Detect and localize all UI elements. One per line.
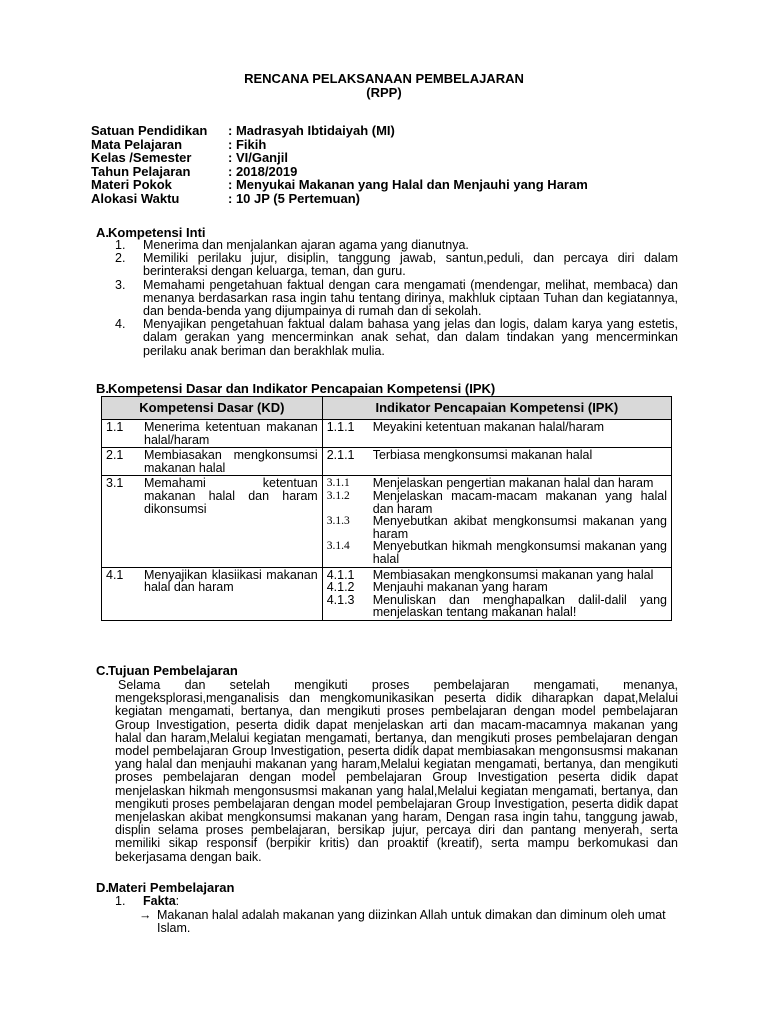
arrow-right-icon: → [139,908,152,922]
ipk-number: 4.1.3 [326,592,355,607]
section-c-heading [96,664,238,677]
meta-value: : VI/Ganjil [228,150,288,165]
kd-cell [102,567,323,620]
list-item [115,252,678,278]
ipk-text: Meyakini ketentuan makanan halal/haram [372,420,605,434]
kompetensi-inti-list [115,239,678,358]
section-title: Kompetensi Inti [108,225,206,240]
section-title: Kompetensi Dasar dan Indikator Pencapaian Kompetensi (IPK) [108,381,496,396]
ipk-text: Membiasakan mengkonsumsi makanan yang halal [372,567,654,582]
ipk-text: Menuliskan dan menghapalkan dalil-dalil yang menjelaskan tentang makanan halal! [372,592,667,620]
meta-label: Mata Pelajaran [91,136,183,152]
ipk-item [327,449,667,462]
section-letter: D. [96,880,109,895]
fact-item [139,909,678,935]
document-subtitle: (RPP) [366,85,402,100]
sub-colon: : [175,894,180,908]
sub-number: 1. [115,894,126,908]
table-header-row [102,397,672,420]
ipk-item [327,421,667,434]
kd-cell [102,476,323,567]
kd-text: Membiasakan mengkonsumsi makanan halal [144,448,318,475]
meta-label: Tahun Pelajaran [91,163,191,179]
ipk-number: 4.1.2 [326,580,355,595]
meta-value: : 10 JP (5 Pertemuan) [228,190,360,206]
kd-number: 3.1 [106,476,124,491]
ipk-item [327,540,667,565]
section-letter: A. [96,225,109,240]
list-text: Memiliki perilaku jujur, disiplin, tanggung jawab, santun,peduli, dan percaya diri dalam berinteraksi dengan keluarga, teman, dan guru. [143,251,678,279]
section-letter: B. [96,381,109,396]
section-b-heading [96,382,495,395]
kd-cell [102,448,323,476]
ipk-text: Menyebutkan hikmah mengkonsumsi makanan yang halal [372,539,667,566]
section-d-heading [96,881,234,894]
ipk-cell [322,567,671,620]
sub-label: Fakta [143,894,176,908]
ipk-text: Terbiasa mengkonsumsi makanan halal [372,448,593,463]
section-letter: C. [96,663,109,678]
table-row [102,420,672,448]
ipk-item [327,490,667,515]
list-item [115,279,678,319]
meta-label: Satuan Pendidikan [91,123,208,138]
ipk-number: 1.1.1 [326,420,355,434]
meta-value: : Madrasyah Ibtidaiyah (MI) [228,123,395,138]
section-title: Tujuan Pembelajaran [108,663,238,678]
column-header-ipk: Indikator Pencapaian Kompetensi (IPK) [322,397,671,420]
kd-text: Menyajikan klasiikasi makanan halal dan haram [144,567,318,595]
kd-text: Memahami ketentuan makanan halal dan haram dikonsumsi [144,476,318,516]
meta-label: Materi Pokok [91,177,172,192]
list-number: 4. [115,317,126,332]
tujuan-paragraph: Selama dan setelah mengikuti proses pembelajaran mengamati, menanya, mengeksplorasi,menganalisis dan mengkomunikasikan peserta didik diharapkan dapat,Melalui kegiatan mengamati, bertanya, dan mengikuti proses pembelajaran dengan model pembelajaran Group Investigation, peserta didik dapat menjelaskan arti dan macam-macamnya makanan yang halal dan haram,Melalui kegiatan mengamati, bertanya, dan mengikuti proses pembelajaran dengan model pembelajaran Group Investigation, peserta didik dapat membiasakan mengonsusmsi makanan yang halal dan menjauhi makanan yang haram,Melalui kegiatan mengamati, bertanya, dan mengikuti proses pembelajaran dengan model pembelajaran Group Investigation peserta didik dapat menjelaskan hikmah mengonsusmsi makanan yang halal,Melalui kegiatan mengamati, bertanya, dan mengikuti proses pembelajaran dengan model pembelajaran Group Investigation, peserta didik dapat menjelaskan akibat mengkonsumsi makanan yang haram, Dengan rasa ingin tahu, tanggung jawab, displin selama proses pembelajaran, bersikap jujur, percaya diri dan pantang menyerah, serta memiliki sikap responsif (berpikir kritis) dan proaktif (kreatif), serta mampu berkomukasi dan bekerjasama dengan baik. [115,678,678,864]
section-title: Materi Pembelajaran [108,880,235,895]
ipk-text: Menjauhi makanan yang haram [372,580,548,595]
document-title: RENCANA PELAKSANAAN PEMBELAJARAN [244,71,524,86]
ipk-item [327,594,667,619]
list-number: 2. [115,251,126,266]
ipk-text: Menyebutkan akibat mengkonsumsi makanan yang haram [372,514,667,541]
ipk-item [327,515,667,540]
table-row [102,448,672,476]
materi-sub-heading [115,895,179,908]
list-text: Memahami pengetahuan faktual dengan cara mengamati (mendengar, melihat, membaca) dan menanya berdasarkan rasa ingin tahu tentang dirinya, makhluk ciptaan Tuhan dan kegiatannya, dan benda-benda yang dijumpainya di rumah dan di sekolah. [143,277,678,319]
meta-row [91,178,588,192]
list-item [115,318,678,358]
meta-label: Kelas /Semester [91,150,192,165]
list-number: 3. [115,277,126,292]
meta-row [91,138,588,152]
ipk-text: Menjelaskan macam-macam makanan yang halal dan haram [372,488,667,516]
ipk-cell [322,476,671,567]
meta-value: : Menyukai Makanan yang Halal dan Menjauhi yang Haram [228,177,588,192]
meta-row [91,165,588,179]
identity-block [91,124,588,205]
kd-cell [102,420,323,448]
meta-label: Alokasi Waktu [91,190,180,206]
table-row [102,567,672,620]
table-row [102,476,672,567]
meta-row [91,124,588,138]
meta-value: : 2018/2019 [228,163,298,179]
ipk-number: 2.1.1 [326,448,355,463]
kd-ipk-table [101,396,672,621]
kd-number: 4.1 [106,567,124,582]
kd-text: Menerima ketentuan makanan halal/haram [144,420,318,447]
list-text: Menyajikan pengetahuan faktual dalam bahasa yang jelas dan logis, dalam karya yang estetis, dalam gerakan yang mencerminkan anak sehat, dan dalam tindakan yang mencerminkan perilaku anak beriman dan berakhlak mulia. [143,317,678,358]
list-number: 1. [115,238,126,252]
meta-row [91,151,588,165]
fact-text: Makanan halal adalah makanan yang diizinkan Allah untuk dimakan dan diminum oleh umat Islam. [157,908,666,936]
list-text: Menerima dan menjalankan ajaran agama yang dianutnya. [143,238,469,252]
meta-row [91,192,588,206]
meta-value: : Fikih [228,136,267,152]
ipk-text: Menjelaskan pengertian makanan halal dan haram [372,476,654,491]
ipk-number: 4.1.1 [326,567,355,582]
kd-number: 2.1 [106,448,124,463]
ipk-item [327,581,667,594]
column-header-kd: Kompetensi Dasar (KD) [102,397,323,420]
ipk-cell [322,448,671,476]
ipk-number: 3.1.4 [326,540,350,553]
ipk-number: 3.1.3 [326,515,350,528]
ipk-cell [322,420,671,448]
ipk-number: 3.1.2 [326,489,350,502]
ipk-number: 3.1.1 [326,477,350,490]
kd-number: 1.1 [106,420,124,434]
